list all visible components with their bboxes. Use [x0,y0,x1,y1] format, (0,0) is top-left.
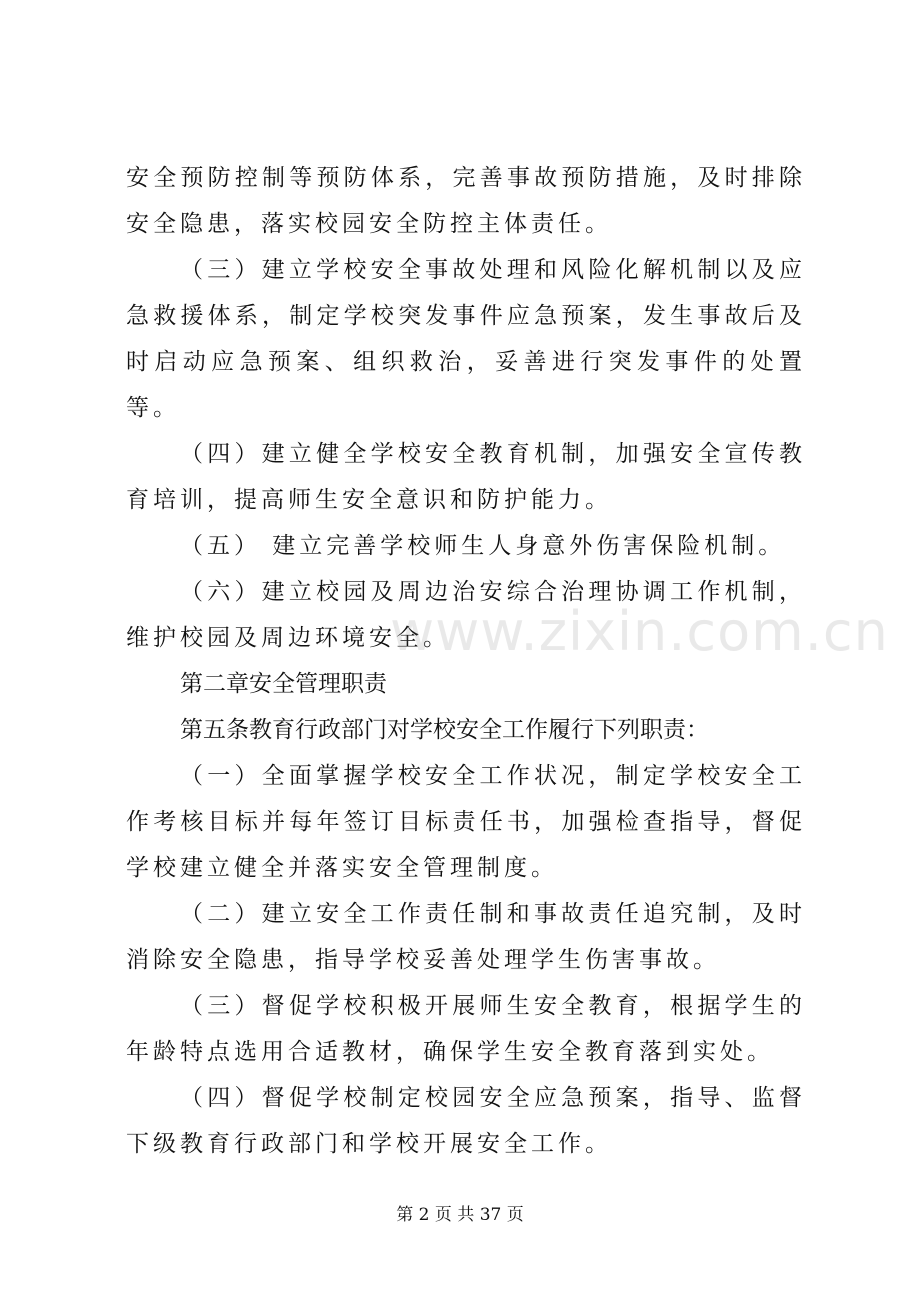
paragraph: （一）全面掌握学校安全工作状况，制定学校安全工作考核目标并每年签订目标责任书，加强检查指导，督促学校建立健全并落实安全管理制度。 [126,763,806,881]
paragraph: 安全预防控制等预防体系，完善事故预防措施，及时排除安全隐患，落实校园安全防控主体责任。 [126,165,806,237]
paragraph: （三）建立学校安全事故处理和风险化解机制以及应急救援体系，制定学校突发事件应急预案，发生事故后及时启动应急预案、组织救治，妥善进行突发事件的处置等。 [126,257,806,421]
paragraph: （二）建立安全工作责任制和事故责任追究制，及时消除安全隐患，指导学校妥善处理学生伤害事故。 [126,901,806,973]
paragraph: （四）建立健全学校安全教育机制，加强安全宣传教育培训，提高师生安全意识和防护能力。 [126,441,806,513]
page-number: 第 2 页 共 37 页 [396,1205,524,1225]
chapter-heading: 第二章安全管理职责 [180,671,387,697]
paragraph: （六）建立校园及周边治安综合治理协调工作机制，维护校园及周边环境安全。 [126,579,806,651]
watermark: www.zixin.com.cn [390,600,889,663]
paragraph: （四）督促学校制定校园安全应急预案，指导、监督下级教育行政部门和学校开展安全工作。 [126,1085,806,1157]
paragraph: （五） 建立完善学校师生人身意外伤害保险机制。 [180,533,786,559]
paragraph: （三）督促学校积极开展师生安全教育，根据学生的年龄特点选用合适教材，确保学生安全教育落到实处。 [126,993,806,1065]
article-heading: 第五条教育行政部门对学校安全工作履行下列职责： [180,717,709,743]
